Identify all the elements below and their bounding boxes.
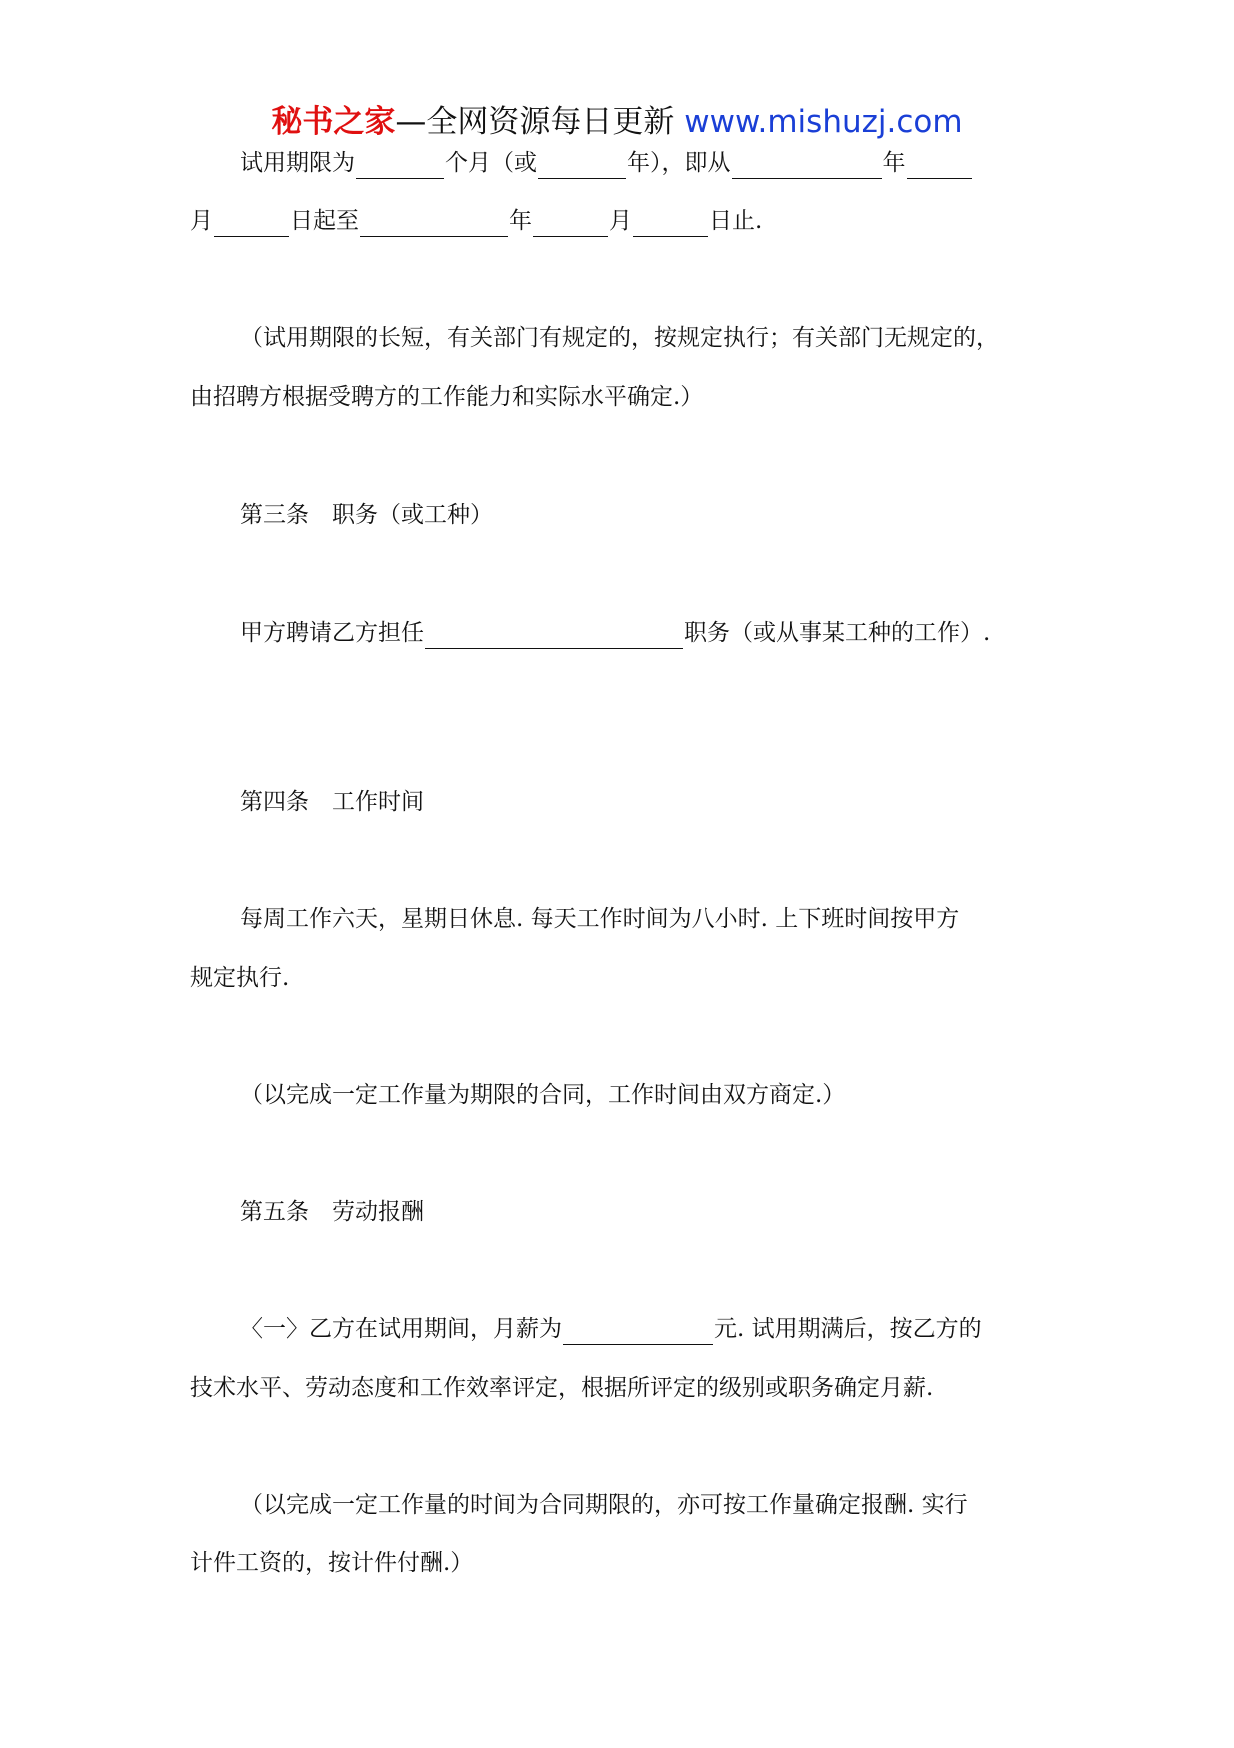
- art3-text: 甲方聘请乙方担任: [240, 620, 424, 646]
- blank-end-day[interactable]: [633, 212, 708, 237]
- header-tagline: —全网资源每日更新: [395, 104, 675, 140]
- article-4-title: 第四条 工作时间: [240, 789, 424, 815]
- article-5-para-line-1: [240, 1313, 982, 1345]
- article-4-para-line-1: 每周工作六天，星期日休息. 每天工作时间为八小时. 上下班时间按甲方: [240, 906, 960, 932]
- header-url[interactable]: www.mishuzj.com: [684, 104, 963, 140]
- trial-text: 试用期限为: [240, 150, 355, 176]
- art5-text: 元. 试用期满后，按乙方的: [714, 1316, 982, 1342]
- article-5-para-line-2: 技术水平、劳动态度和工作效率评定，根据所评定的级别或职务确定月薪.: [190, 1375, 934, 1401]
- blank-years[interactable]: [538, 154, 626, 179]
- article-5-note-line-2: 计件工资的，按计件付酬.）: [190, 1550, 474, 1576]
- article-3-title: 第三条 职务（或工种）: [240, 502, 493, 528]
- blank-end-year[interactable]: [360, 212, 508, 237]
- trial-text: 年: [882, 150, 906, 176]
- trial-text: 日止.: [709, 208, 763, 234]
- trial-note-line-1: （试用期限的长短，有关部门有规定的，按规定执行；有关部门无规定的，: [240, 325, 999, 351]
- trial-period-line-1: [240, 147, 973, 179]
- trial-text: 年: [509, 208, 532, 234]
- trial-text: 年），即从: [627, 150, 731, 176]
- trial-note-line-2: 由招聘方根据受聘方的工作能力和实际水平确定.）: [190, 384, 704, 410]
- header-brand: 秘书之家: [271, 104, 396, 140]
- article-5-title: 第五条 劳动报酬: [240, 1199, 424, 1225]
- trial-text: 月: [609, 208, 632, 234]
- blank-position[interactable]: [425, 624, 683, 649]
- blank-months[interactable]: [356, 154, 444, 179]
- blank-start-month[interactable]: [907, 154, 972, 179]
- article-5-note-line-1: （以完成一定工作量的时间为合同期限的，亦可按工作量确定报酬. 实行: [240, 1492, 968, 1518]
- article-4-para-line-2: 规定执行.: [190, 965, 290, 991]
- trial-text: 日起至: [290, 208, 359, 234]
- trial-text: 个月（或: [445, 150, 537, 176]
- article-4-note: （以完成一定工作量为期限的合同，工作时间由双方商定.）: [240, 1082, 846, 1108]
- article-3-body: [240, 617, 990, 649]
- art5-text: 〈一〉乙方在试用期间，月薪为: [240, 1316, 562, 1342]
- blank-end-month[interactable]: [533, 212, 608, 237]
- art3-text: 职务（或从事某工种的工作）.: [684, 620, 991, 646]
- blank-monthly-salary[interactable]: [563, 1320, 713, 1345]
- trial-text: 月: [190, 208, 213, 234]
- blank-start-day[interactable]: [214, 212, 289, 237]
- blank-start-year[interactable]: [732, 154, 882, 179]
- site-header: [0, 102, 1234, 142]
- trial-period-line-2: [190, 205, 762, 237]
